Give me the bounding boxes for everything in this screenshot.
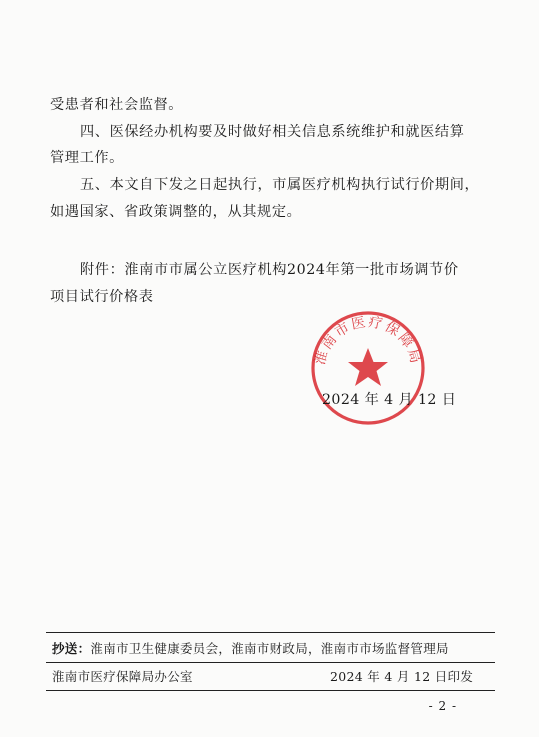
body-line: 受患者和社会监督。	[50, 97, 184, 113]
cc-label: 抄送：	[52, 641, 91, 656]
body-line: 五、本文自下发之日起执行，市属医疗机构执行试行价期间，	[80, 177, 480, 193]
issuer: 淮南市医疗保障局办公室	[52, 669, 193, 684]
signature-date: 2024 年 4 月 12 日	[322, 392, 457, 408]
footer-rule-top	[46, 632, 495, 633]
body-line: 管理工作。	[50, 150, 124, 166]
footer-rule-bottom	[46, 690, 495, 691]
svg-text:淮南市医疗保障局: 淮南市医疗保障局	[312, 314, 424, 367]
body-line: 如遇国家、省政策调整的，从其规定。	[50, 204, 302, 220]
cc-recipients: 淮南市卫生健康委员会，淮南市财政局，淮南市市场监督管理局	[90, 641, 449, 656]
cc-line	[52, 640, 449, 658]
attachment-line: 附件：淮南市市属公立医疗机构2024年第一批市场调节价	[80, 262, 459, 278]
issue-date: 2024 年 4 月 12 日印发	[330, 669, 474, 684]
body-line: 四、医保经办机构要及时做好相关信息系统维护和就医结算	[80, 124, 465, 140]
attachment-line: 项目试行价格表	[50, 289, 154, 305]
official-seal-icon	[308, 308, 428, 428]
footer-rule-middle	[46, 662, 495, 663]
page-number: - 2 -	[428, 699, 457, 713]
